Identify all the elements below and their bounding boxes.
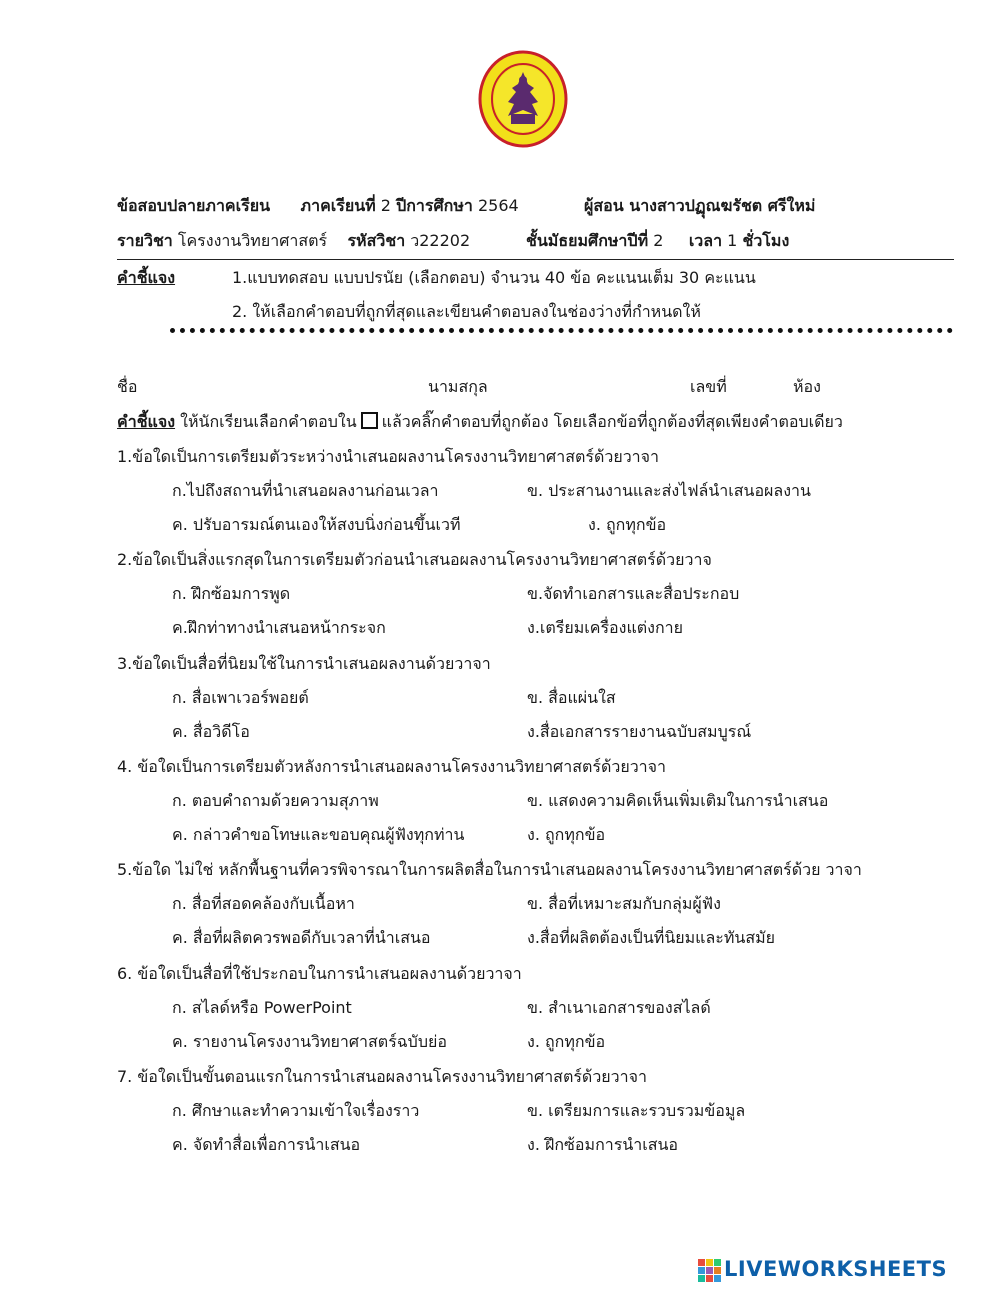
- time-unit: ชั่วโมง: [742, 231, 790, 250]
- option-a[interactable]: ก. สื่อเพาเวอร์พอยต์: [172, 687, 309, 707]
- option-a[interactable]: ก. ศึกษาและทำความเข้าใจเรื่องราว: [172, 1100, 420, 1120]
- option-a[interactable]: ก. สไลด์หรือ PowerPoint: [172, 997, 352, 1017]
- grade-label: ชั้นมัธยมศึกษาปีที่: [526, 231, 649, 250]
- option-c[interactable]: ค. สื่อที่ผลิตควรพอดีกับเวลาที่นำเสนอ: [172, 928, 431, 948]
- logo-square-icon: [698, 1275, 705, 1282]
- instructions-heading: คำชี้แจง: [117, 268, 176, 287]
- time-value: 1: [727, 231, 738, 250]
- checkbox-sample-icon: [361, 412, 378, 429]
- logo-square-icon: [698, 1259, 705, 1266]
- direction-line: [117, 410, 843, 435]
- dotted-separator: [170, 328, 953, 333]
- option-b[interactable]: ข. ประสานงานและส่งไฟล์นำเสนอผลงาน: [527, 481, 811, 500]
- option-a[interactable]: ก. สื่อที่สอดคล้องกับเนื้อหา: [172, 894, 355, 914]
- option-b[interactable]: ข. แสดงความคิดเห็นเพิ่มเติมในการนำเสนอ: [527, 790, 829, 810]
- logo-square-icon: [706, 1259, 713, 1266]
- question-text: 6. ข้อใดเป็นสื่อที่ใช้ประกอบในการนำเสนอผลงานด้วยวาจา: [117, 963, 522, 983]
- header-divider: [117, 259, 954, 260]
- logo-square-icon: [714, 1275, 721, 1282]
- option-d[interactable]: ง. ถูกทุกข้อ: [527, 1031, 606, 1051]
- option-a[interactable]: ก. ตอบคำถามด้วยความสุภาพ: [172, 790, 379, 810]
- question-text: 5.ข้อใด ไม่ใช่ หลักพื้นฐานที่ควรพิจารณาในการผลิตสื่อในการนำเสนอผลงานโครงงานวิทยาศาสตร์ด้วย วาจา: [117, 860, 862, 880]
- logo-square-icon: [706, 1267, 713, 1274]
- option-d[interactable]: ง.สื่อเอกสารรายงานฉบับสมบูรณ์: [527, 721, 752, 741]
- direction-after-box: แล้วคลิ๊กคำตอบที่ถูกต้อง โดยเลือกข้อที่ถูกต้องที่สุดเพียงคำตอบเดียว: [381, 412, 843, 431]
- option-b[interactable]: ข. สื่อแผ่นใส: [527, 687, 616, 707]
- option-a[interactable]: ก.ไปถึงสถานที่นำเสนอผลงานก่อนเวลา: [172, 481, 439, 500]
- option-b[interactable]: ข.จัดทำเอกสารและสื่อประกอบ: [527, 584, 740, 604]
- semester-label: ภาคเรียนที่: [300, 196, 376, 215]
- watermark-text: LIVEWORKSHEETS: [724, 1257, 948, 1281]
- option-b[interactable]: ข. เตรียมการและรวบรวมข้อมูล: [527, 1100, 746, 1120]
- year-value: 2564: [477, 196, 519, 215]
- logo-square-icon: [706, 1275, 713, 1282]
- logo-square-icon: [714, 1267, 721, 1274]
- number-label: เลขที่: [690, 377, 727, 396]
- option-c[interactable]: ค. รายงานโครงงานวิทยาศาสตร์ฉบับย่อ: [172, 1031, 447, 1051]
- instructions-line-1: 1.แบบทดสอบ แบบปรนัย (เลือกตอบ) จำนวน 40 ข้อ คะแนนเต็ม 30 คะแนน: [232, 268, 756, 287]
- logo-square-icon: [714, 1259, 721, 1266]
- logo-square-icon: [698, 1267, 705, 1274]
- name-label: ชื่อ: [117, 377, 138, 396]
- subject-label: รายวิชา: [117, 231, 173, 250]
- exam-title: ข้อสอบปลายภาคเรียน: [117, 196, 271, 215]
- question-text: 4. ข้อใดเป็นการเตรียมตัวหลังการนำเสนอผลงานโครงงานวิทยาศาสตร์ด้วยวาจา: [117, 756, 667, 776]
- option-d[interactable]: ง.สื่อที่ผลิตต้องเป็นที่นิยมและทันสมัย: [527, 928, 776, 948]
- option-b[interactable]: ข. สำเนาเอกสารของสไลด์: [527, 997, 711, 1017]
- option-d[interactable]: ง. ฝึกซ้อมการนำเสนอ: [527, 1134, 679, 1154]
- room-label: ห้อง: [793, 377, 821, 396]
- surname-label: นามสกุล: [428, 377, 488, 396]
- option-d[interactable]: ง.เตรียมเครื่องแต่งกาย: [527, 618, 684, 638]
- option-c[interactable]: ค. สื่อวิดีโอ: [172, 721, 250, 741]
- direction-before-box: ให้นักเรียนเลือกคำตอบใน: [180, 412, 357, 431]
- direction-heading: คำชี้แจง: [117, 412, 176, 431]
- option-d[interactable]: ง. ถูกทุกข้อ: [588, 515, 667, 534]
- option-c[interactable]: ค. กล่าวคำขอโทษและขอบคุณผู้ฟังทุกท่าน: [172, 824, 465, 844]
- option-c[interactable]: ค.ฝึกท่าทางนำเสนอหน้ากระจก: [172, 618, 386, 638]
- option-c[interactable]: ค. ปรับอารมณ์ตนเองให้สงบนิ่งก่อนขึ้นเวที: [172, 515, 461, 534]
- option-d[interactable]: ง. ถูกทุกข้อ: [527, 824, 606, 844]
- option-c[interactable]: ค. จัดทำสื่อเพื่อการนำเสนอ: [172, 1134, 361, 1154]
- instructions-line-2: 2. ให้เลือกคำตอบที่ถูกที่สุดและเขียนคำตอบลงในช่องว่างที่กำหนดให้: [232, 302, 701, 321]
- option-a[interactable]: ก. ฝึกซ้อมการพูด: [172, 584, 291, 604]
- question-text: 7. ข้อใดเป็นขั้นตอนแรกในการนำเสนอผลงานโครงงานวิทยาศาสตร์ด้วยวาจา: [117, 1066, 647, 1086]
- subject-value: โครงงานวิทยาศาสตร์: [177, 231, 328, 250]
- question-text: 1.ข้อใดเป็นการเตรียมตัวระหว่างนำเสนอผลงานโครงงานวิทยาศาสตร์ด้วยวาจา: [117, 447, 660, 466]
- option-b[interactable]: ข. สื่อที่เหมาะสมกับกลุ่มผู้ฟัง: [527, 894, 721, 914]
- question-text: 3.ข้อใดเป็นสื่อที่นิยมใช้ในการนำเสนอผลงานด้วยวาจา: [117, 653, 491, 673]
- semester-value: 2: [380, 196, 391, 215]
- school-seal-logo: [478, 50, 568, 148]
- year-label: ปีการศึกษา: [396, 196, 473, 215]
- code-label: รหัสวิชา: [347, 231, 406, 250]
- time-label: เวลา: [688, 231, 723, 250]
- grade-value: 2: [653, 231, 664, 250]
- code-value: ว22202: [410, 231, 471, 250]
- teacher-name: ผู้สอน นางสาวปฏุณฆรัชต ศรีใหม่: [584, 196, 816, 215]
- question-text: 2.ข้อใดเป็นสิ่งแรกสุดในการเตรียมตัวก่อนนำเสนอผลงานโครงงานวิทยาศาสตร์ด้วยวาจ: [117, 550, 712, 570]
